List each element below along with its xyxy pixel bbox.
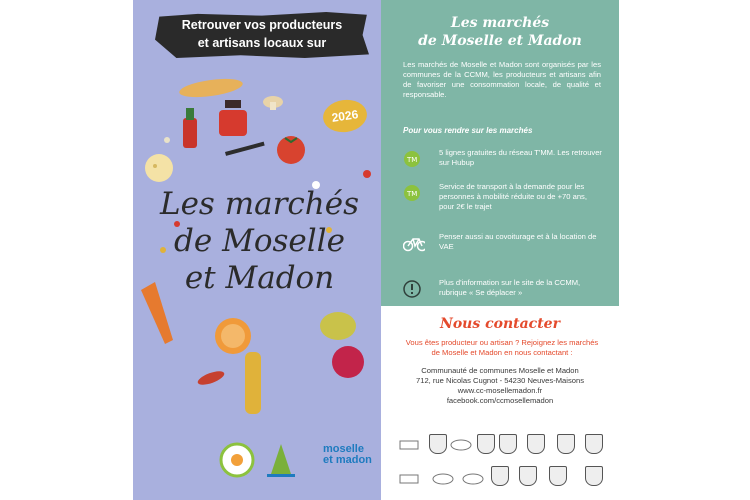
transport-item-on-demand (403, 182, 603, 216)
address-line-2: 712, rue Nicolas Cugnot - 54230 Neuves-Maisons (416, 376, 584, 385)
commune-crest-icon (477, 434, 495, 454)
transport-subtitle: Pour vous rendre sur les marchés (403, 126, 533, 135)
commune-crest-icon (549, 466, 567, 486)
cover-title (147, 186, 372, 297)
back-title-line-1: Les marchés (450, 15, 550, 31)
bottle-icon (245, 352, 261, 414)
cover-panel (133, 0, 381, 500)
cover-title-line-3: et Madon (184, 260, 335, 296)
banner-line-2: et artisans locaux sur (197, 36, 327, 50)
info-panel (381, 0, 619, 500)
commune-logo-icon (449, 438, 473, 452)
commune-crest-icon (499, 434, 517, 454)
orange-slice-icon (215, 318, 251, 354)
knife-icon (225, 142, 265, 156)
commune-logo-icon (399, 472, 419, 486)
transport-text-bike: Penser aussi au covoiturage et à la location de VAE (439, 232, 597, 251)
commune-logo-icon (431, 472, 455, 486)
beet-icon (320, 312, 364, 378)
banner-line-1: Retrouver vos producteurs (181, 18, 343, 32)
baguette-icon (178, 76, 244, 101)
logo-mm-line-2: et madon (323, 454, 372, 466)
cover-title-line-2: de Moselle (174, 223, 345, 259)
pot-icon (219, 100, 247, 136)
transport-item-info (403, 278, 603, 312)
intro-paragraph: Les marchés de Moselle et Madon sont organisés par les communes de la CCMM, les producteurs et artisans afin de favoriser une consommation locale, de qualité et responsable. (403, 60, 601, 99)
bicycle-icon (403, 234, 425, 252)
website-link[interactable]: www.cc-mosellemadon.fr (457, 386, 543, 395)
back-title (381, 14, 619, 50)
commune-crest-icon (519, 466, 537, 486)
commune-crest-icon (527, 434, 545, 454)
moselle-madon-logo (323, 444, 373, 466)
transport-text-info: Plus d'information sur le site de la CCMM, rubrique « Se déplacer » (439, 278, 581, 297)
cover-title-line-1: Les marchés (160, 186, 359, 222)
transport-item-bike (403, 232, 603, 266)
transport-text-bus: 5 lignes gratuites du réseau T'MM. Les retrouver sur Hubup (439, 148, 602, 167)
ketchup-bottle-icon (183, 108, 197, 148)
logo-mm-line-1: moselle (323, 443, 364, 455)
commune-logo-icon (461, 472, 485, 486)
svg-text:TM: TM (407, 156, 418, 164)
info-icon (403, 280, 425, 298)
facebook-link[interactable]: facebook.com/ccmosellemadon (446, 396, 554, 405)
commune-crest-icon (429, 434, 447, 454)
commune-crest-icon (585, 434, 603, 454)
on-demand-transport-logo-icon (403, 184, 425, 202)
bus-network-logo-icon (403, 150, 425, 168)
contact-address (391, 366, 609, 406)
back-title-line-2: de Moselle et Madon (418, 33, 582, 49)
commune-crest-icon (491, 466, 509, 486)
commune-logos (395, 428, 605, 494)
year-badge: 2026 (321, 97, 369, 135)
svg-text:TM: TM (407, 190, 418, 198)
address-line-1: Communauté de communes Moselle et Madon (421, 366, 579, 375)
mushroom-icon (263, 96, 283, 110)
transport-text-on-demand: Service de transport à la demande pour les personnes à mobilité réduite ou de +70 ans, pour 2€ le trajet (439, 182, 587, 211)
contact-intro: Vous êtes producteur ou artisan ? Rejoignez les marchés de Moselle et Madon en nous contactant : (405, 338, 599, 357)
commune-logo-icon (399, 438, 419, 452)
commune-crest-icon (557, 434, 575, 454)
commune-crest-icon (585, 466, 603, 486)
contact-title: Nous contacter (440, 316, 560, 332)
partner-logos-cover (143, 438, 373, 488)
sausage-icon (196, 369, 226, 388)
tomato-icon (277, 136, 305, 164)
cheese-icon (145, 154, 173, 182)
agriculture-logo-icon (261, 440, 301, 478)
partner-logo-circle-icon (219, 442, 255, 478)
transport-item-bus (403, 148, 603, 182)
